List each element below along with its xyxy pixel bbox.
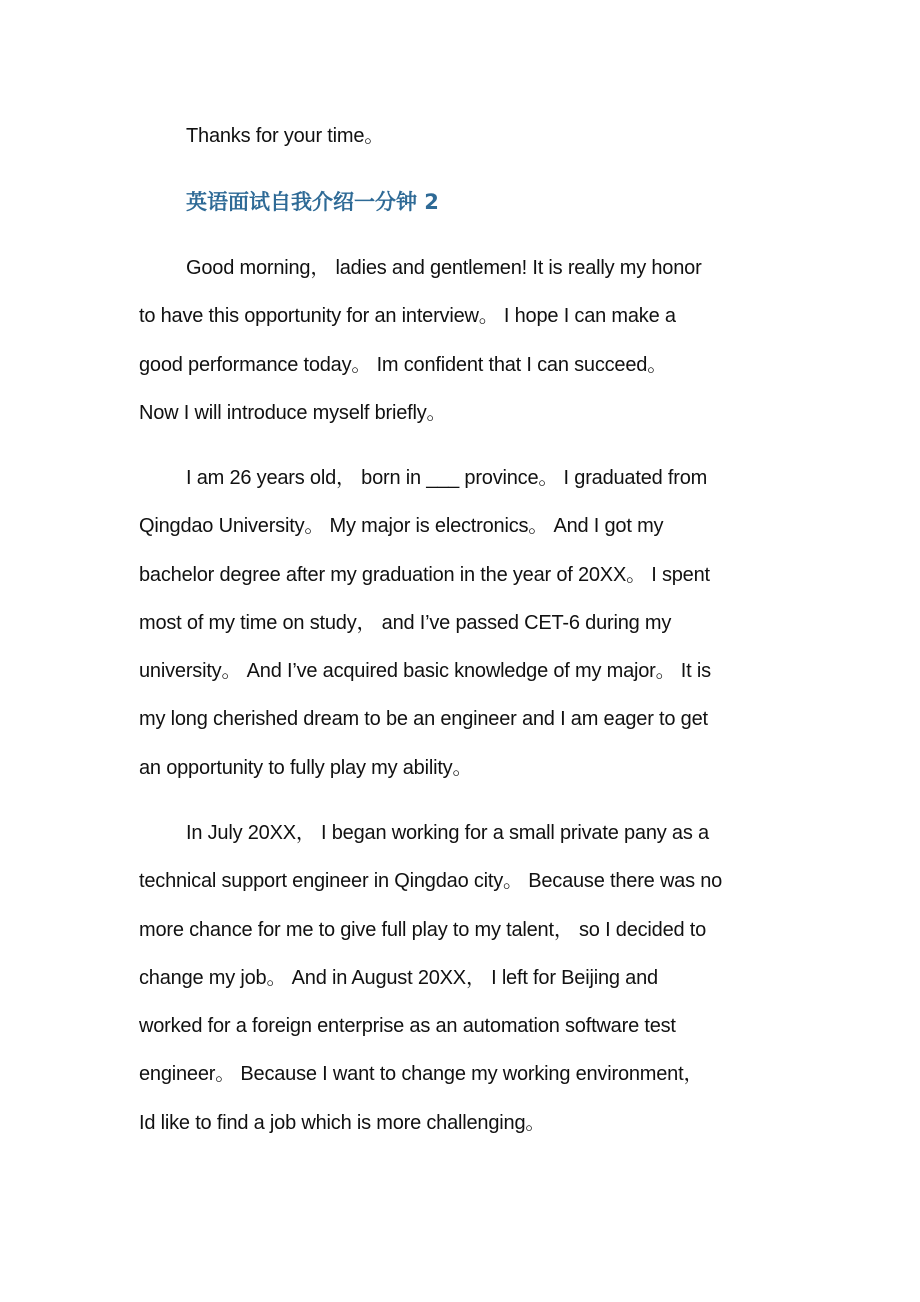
paragraph-line: Id like to find a job which is more challenging。	[139, 1111, 546, 1134]
paragraph-line: worked for a foreign enterprise as an automation software test	[139, 1015, 676, 1038]
paragraph-line: change my job。 And in August 20XX， I left for Beijing and	[139, 966, 658, 989]
paragraph-line: In July 20XX， I began working for a small private pany as a	[186, 822, 709, 844]
paragraph-line: university。 And I’ve acquired basic knowledge of my major。 It is	[139, 660, 711, 683]
closing-line: Thanks for your time。	[186, 125, 385, 147]
paragraph-greeting	[139, 244, 784, 437]
paragraph-line: Now I will introduce myself briefly。	[139, 401, 447, 424]
paragraph-line: most of my time on study， and I’ve passed CET-6 during my	[139, 611, 672, 634]
paragraph-background	[139, 454, 784, 792]
paragraph-line: to have this opportunity for an interview。 I hope I can make a	[139, 305, 676, 328]
paragraph-line: technical support engineer in Qingdao city。 Because there was no	[139, 870, 723, 893]
paragraph-line: good performance today。 Im confident that I can succeed。	[139, 353, 667, 376]
paragraph-experience	[139, 809, 784, 1147]
paragraph-line: Good morning， ladies and gentlemen! It is really my honor	[186, 257, 702, 279]
paragraph-line: more chance for me to give full play to my talent， so I decided to	[139, 918, 707, 941]
paragraph-line: engineer。 Because I want to change my working environment，	[139, 1063, 704, 1086]
paragraph-line: my long cherished dream to be an engineer and I am eager to get	[139, 708, 708, 731]
paragraph-line: Qingdao University。 My major is electronics。 And I got my	[139, 515, 664, 538]
paragraph-line: an opportunity to fully play my ability。	[139, 756, 473, 779]
paragraph-line: I am 26 years old， born in ___ province。 I graduated from	[186, 467, 708, 489]
section-heading: 英语面试自我介绍一分钟 2	[186, 190, 439, 214]
paragraph-line: bachelor degree after my graduation in the year of 20XX。 I spent	[139, 563, 710, 586]
closing-paragraph	[139, 112, 784, 160]
